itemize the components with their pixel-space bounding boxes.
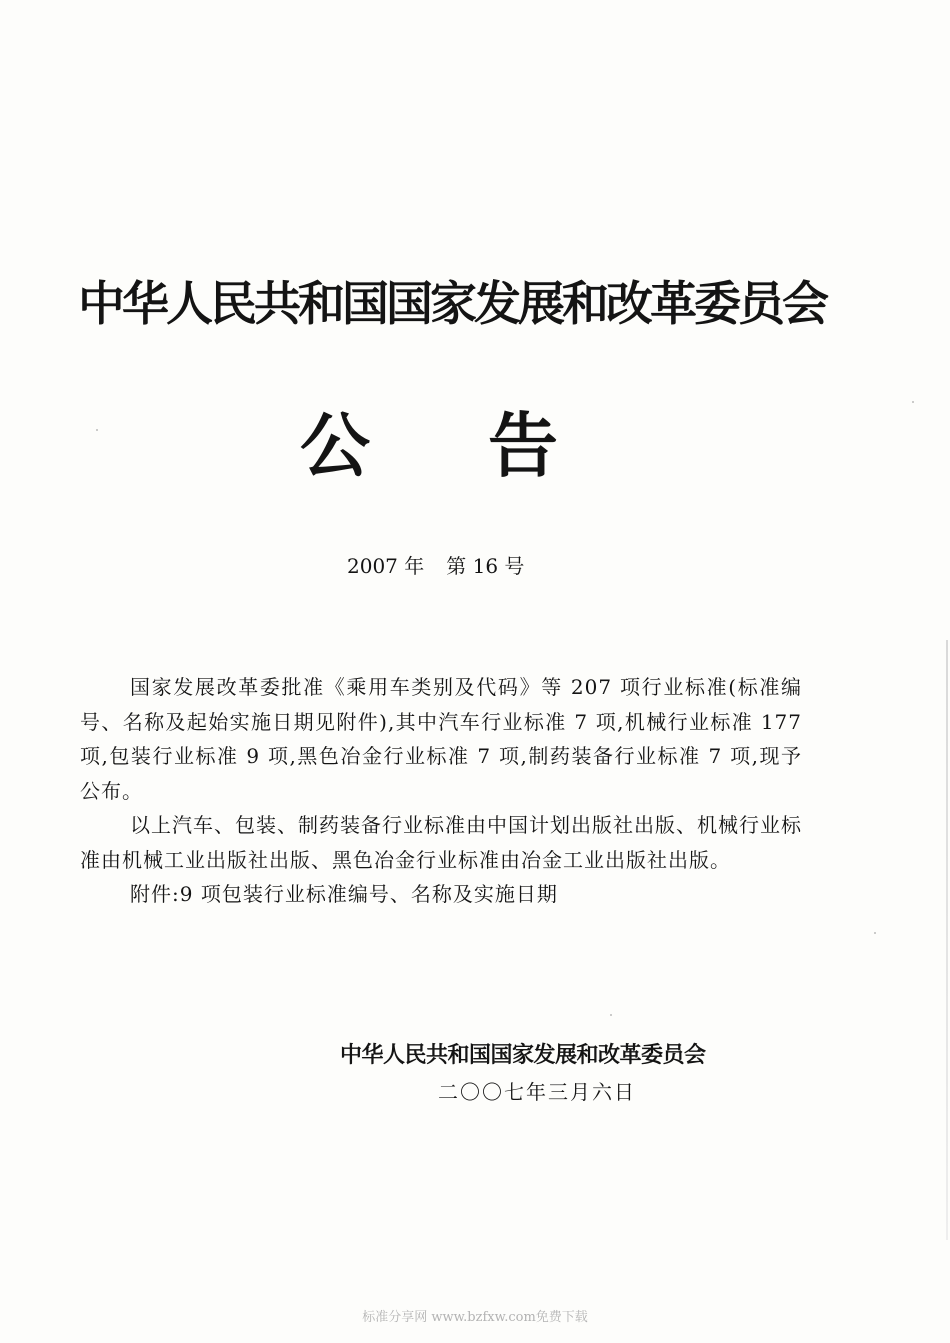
document-number bbox=[347, 550, 524, 579]
issuing-organization-title: 中华人民共和国国家发展和改革委员会 bbox=[78, 277, 826, 332]
document-issue-number: 第 16 号 bbox=[446, 554, 525, 578]
signatory-organization: 中华人民共和国国家发展和改革委员会 bbox=[340, 1043, 706, 1068]
footer-watermark: 标准分享网 www.bzfxw.com免费下载 bbox=[362, 1310, 588, 1325]
scan-speck bbox=[610, 1014, 612, 1016]
scan-speck bbox=[912, 401, 914, 403]
doc-type-char-2: 告 bbox=[488, 405, 558, 487]
scan-edge bbox=[946, 640, 948, 1240]
scan-speck bbox=[874, 932, 876, 934]
doc-type-char-1: 公 bbox=[300, 405, 370, 487]
signature-date: 二〇〇七年三月六日 bbox=[438, 1080, 636, 1104]
attachment-line: 附件:9 项包装行业标准编号、名称及实施日期 bbox=[130, 882, 558, 906]
document-year: 2007 年 bbox=[347, 554, 425, 578]
body-paragraph: 以上汽车、包装、制药装备行业标准由中国计划出版社出版、机械行业标准由机械工业出版社出版、黑色冶金行业标准由冶金工业出版社出版。 bbox=[80, 813, 802, 872]
document-type-heading bbox=[300, 405, 558, 487]
body-paragraph: 国家发展改革委批准《乘用车类别及代码》等 207 项行业标准(标准编号、名称及起始实施日期见附件),其中汽车行业标准 7 项,机械行业标准 177 项,包装行业标准 9 项,黑色冶金行业标准 7 项,制药装备行业标准 7 项,现予公布。 bbox=[80, 675, 802, 803]
scan-speck bbox=[96, 429, 98, 431]
announcement-body bbox=[80, 670, 802, 912]
